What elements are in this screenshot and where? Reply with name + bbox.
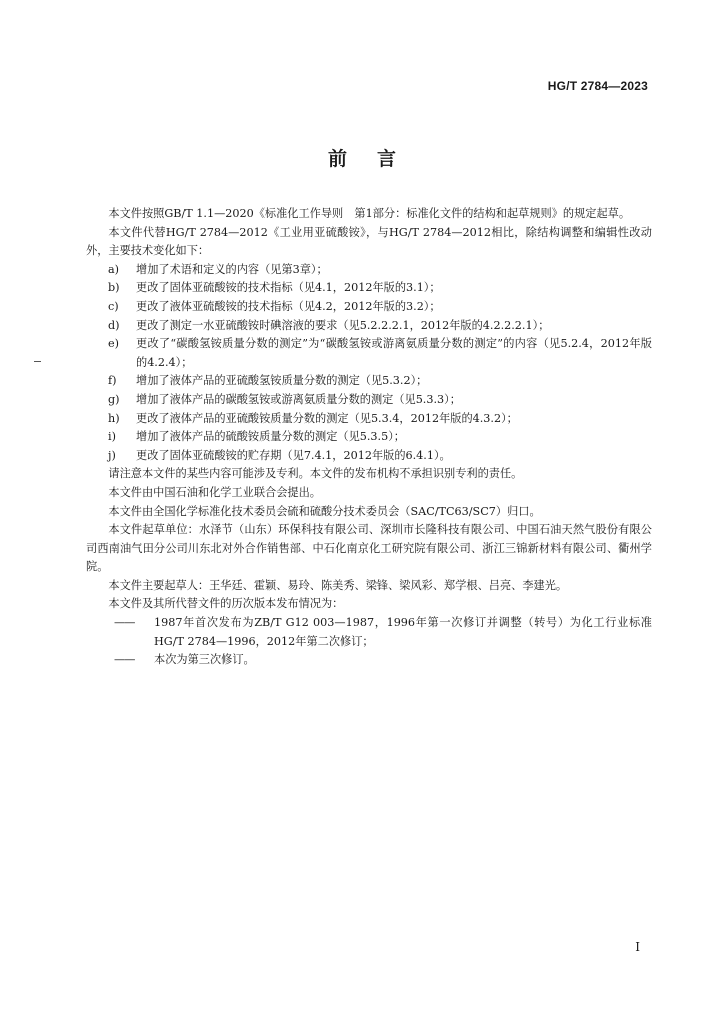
history-item xyxy=(86,651,652,670)
list-item xyxy=(86,372,652,391)
list-marker: c) xyxy=(108,299,119,313)
list-marker: b) xyxy=(108,281,120,295)
list-text: 更改了“碳酸氢铵质量分数的测定”为“碳酸氢铵或游离氨质量分数的测定”的内容（见5.2.4，2012年版的4.2.4）； xyxy=(136,337,652,369)
list-text: 增加了液体产品的碳酸氢铵或游离氨质量分数的测定（见5.3.3）； xyxy=(136,392,461,406)
history-text: 1987年首次发布为ZB/T G12 003—1987，1996年第一次修订并调整（转号）为化工行业标准HG/T 2784—1996，2012年第二次修订； xyxy=(154,616,652,648)
list-item xyxy=(86,428,652,447)
paragraph-replaces: 本文件代替HG/T 2784—2012《工业用亚硫酸铵》，与HG/T 2784—2012相比，除结构调整和编辑性改动外，主要技术变化如下： xyxy=(86,225,652,258)
paragraph-technical-committee: 本文件由全国化学标准化技术委员会硫和硫酸分技术委员会（SAC/TC63/SC7）归口。 xyxy=(108,504,541,518)
paragraph-drafters: 本文件主要起草人：王华廷、霍颖、易玲、陈美秀、梁锋、梁风彩、郑学根、吕亮、李建光。 xyxy=(108,578,568,592)
margin-mark xyxy=(34,361,41,362)
list-text: 增加了液体产品的硫酸铵质量分数的测定（见5.3.5）； xyxy=(136,430,405,444)
paragraph-drafting-rules: 本文件按照GB/T 1.1—2020《标准化工作导则 第1部分：标准化文件的结构和起草规则》的规定起草。 xyxy=(108,207,631,220)
list-text: 增加了术语和定义的内容（见第3章）； xyxy=(136,262,328,276)
paragraph-proposed-by: 本文件由中国石油和化学工业联合会提出。 xyxy=(108,485,321,499)
list-item xyxy=(86,298,652,317)
list-marker: g) xyxy=(108,392,120,406)
list-text: 更改了测定一水亚硫酸铵时碘溶液的要求（见5.2.2.2.1，2012年版的4.2.2.2.1）； xyxy=(136,318,550,332)
paragraph-history-intro: 本文件及其所代替文件的历次版本发布情况为： xyxy=(108,597,344,611)
list-text: 更改了固体亚硫酸铵的技术指标（见4.1，2012年版的3.1）； xyxy=(136,281,441,295)
list-marker: e) xyxy=(108,337,119,351)
list-text: 增加了液体产品的亚硫酸氢铵质量分数的测定（见5.3.2）； xyxy=(136,374,428,388)
dash-marker: —— xyxy=(114,616,135,630)
history-item xyxy=(86,614,652,651)
list-marker: a) xyxy=(108,262,120,276)
list-text: 更改了固体亚硫酸铵的贮存期（见7.4.1，2012年版的6.4.1）。 xyxy=(136,448,451,462)
list-item xyxy=(86,317,652,336)
paragraph-patent-notice: 请注意本文件的某些内容可能涉及专利。本文件的发布机构不承担识别专利的责任。 xyxy=(108,467,523,481)
list-item xyxy=(86,261,652,280)
foreword-body xyxy=(86,205,652,670)
dash-marker: —— xyxy=(114,653,135,667)
list-marker: f) xyxy=(108,374,117,388)
list-marker: d) xyxy=(108,318,120,332)
list-item xyxy=(86,279,652,298)
history-text: 本次为第三次修订。 xyxy=(154,653,255,667)
list-item xyxy=(86,447,652,466)
list-item xyxy=(86,335,652,372)
page-title: 前言 xyxy=(327,148,426,170)
list-marker: j) xyxy=(108,448,116,462)
list-marker: h) xyxy=(108,411,120,425)
list-item xyxy=(86,410,652,429)
list-marker: i) xyxy=(108,430,116,444)
paragraph-drafting-units: 本文件起草单位：水泽节（山东）环保科技有限公司、深圳市长隆科技有限公司、中国石油天然气股份有限公司西南油气田分公司川东北对外合作销售部、中石化南京化工研究院有限公司、浙江三锦新材料有限公司、衢州学院。 xyxy=(86,523,652,574)
page-number: I xyxy=(635,940,640,954)
list-item xyxy=(86,391,652,410)
list-text: 更改了液体亚硫酸铵的技术指标（见4.2，2012年版的3.2）； xyxy=(136,299,441,313)
list-text: 更改了液体产品的亚硫酸铵质量分数的测定（见5.3.4，2012年版的4.3.2）； xyxy=(136,411,518,425)
standard-code: HG/T 2784—2023 xyxy=(547,79,648,93)
